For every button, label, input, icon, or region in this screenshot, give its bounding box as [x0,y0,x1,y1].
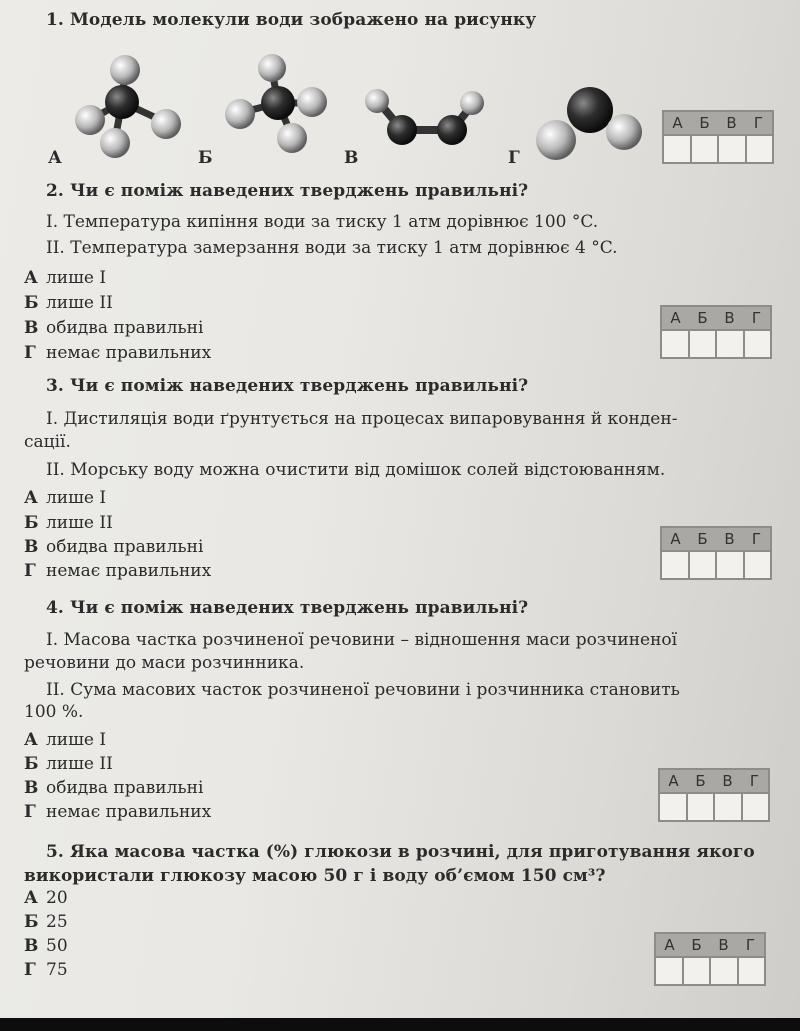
answer-letter: А [670,309,681,327]
q3-statement-1a: I. Дистиляція води ґрунтується на процесах випаровування й конден- [46,409,678,429]
q3-answer-grid [660,526,772,580]
q4-title: 4. Чи є поміж наведених тверджень правильні? [46,598,529,618]
answer-cell[interactable] [660,794,688,820]
q5-option-c: В 50 [24,936,68,956]
answer-cell[interactable] [684,958,712,984]
q4-option-a: А лише I [24,730,107,750]
q4-statement-2a: II. Сума масових часток розчиненої речовини і розчинника становить [46,680,680,700]
answer-cell[interactable] [715,794,743,820]
answer-letter: В [724,530,735,548]
answer-letter: Г [745,936,756,954]
q4-option-b: Б лише II [24,754,113,774]
q5-option-a: А 20 [24,888,68,908]
q2-answer-grid [660,305,772,359]
answer-cell[interactable] [739,958,765,984]
molecule-b-image [220,48,340,163]
q4-statement-1b: речовини до маси розчинника. [24,653,305,673]
answer-cell[interactable] [711,958,739,984]
q2-option-c: В обидва правильні [24,318,204,338]
q1-answer-grid [662,110,774,164]
molecule-b-label: Б [198,148,213,168]
molecule-c-label: В [344,148,359,168]
q5-title-line-2: використали глюкозу масою 50 г і воду об’ємом 150 см³? [24,866,606,886]
q5-answer-grid [654,932,766,986]
answer-grid-header [662,110,774,136]
answer-letter: В [724,309,735,327]
answer-letter: В [726,114,737,132]
q3-option-c: В обидва правильні [24,537,204,557]
q3-option-b: Б лише II [24,513,113,533]
answer-letter: Б [697,309,708,327]
molecule-a-label: А [48,148,62,168]
q4-option-d: Г немає правильних [24,802,212,822]
answer-letter: Б [695,772,706,790]
molecule-d-label: Г [508,148,520,168]
answer-cell[interactable] [745,331,771,357]
q4-statement-1a: I. Масова частка розчиненої речовини – відношення маси розчиненої [46,630,678,650]
q3-statement-2: II. Морську воду можна очистити від домішок солей відстоюванням. [46,460,666,480]
answer-letter: В [718,936,729,954]
answer-letter: Б [697,530,708,548]
q5-option-d: Г 75 [24,960,68,980]
q2-option-b: Б лише II [24,293,113,313]
molecule-d-image [528,82,658,167]
q2-option-d: Г немає правильних [24,343,212,363]
molecule-a-image [70,50,200,165]
answer-cell[interactable] [719,136,747,162]
answer-cell[interactable] [692,136,720,162]
q5-option-b: Б 25 [24,912,68,932]
answer-letter: Б [699,114,710,132]
answer-letter: Г [749,772,760,790]
answer-letter: В [722,772,733,790]
answer-cell[interactable] [745,552,771,578]
q2-title: 2. Чи є поміж наведених тверджень правильні? [46,181,529,201]
answer-letter: А [672,114,683,132]
answer-letter: Б [691,936,702,954]
q4-statement-2b: 100 %. [24,702,84,722]
q4-answer-grid [658,768,770,822]
answer-cell[interactable] [662,331,690,357]
q5-title-line-1: 5. Яка масова частка (%) глюкози в розчині, для приготування якого [46,842,755,862]
answer-cell[interactable] [688,794,716,820]
bottom-edge [0,1018,800,1031]
answer-cell[interactable] [662,552,690,578]
answer-letter: Г [751,530,762,548]
q3-statement-1b: сації. [24,432,71,452]
answer-letter: А [668,772,679,790]
answer-cell[interactable] [717,331,745,357]
q1-title: 1. Модель молекули води зображено на рисунку [46,10,537,30]
answer-cell[interactable] [690,331,718,357]
answer-cell[interactable] [743,794,769,820]
answer-cell[interactable] [747,136,773,162]
molecule-c-image [362,85,502,155]
answer-cell[interactable] [690,552,718,578]
q3-option-a: А лише I [24,488,107,508]
answer-cell[interactable] [664,136,692,162]
answer-letter: А [670,530,681,548]
answer-cell[interactable] [656,958,684,984]
answer-letter: Г [751,309,762,327]
q3-option-d: Г немає правильних [24,561,212,581]
q2-statement-2: II. Температура замерзання води за тиску 1 атм дорівнює 4 °C. [46,238,618,258]
answer-cell[interactable] [717,552,745,578]
q2-option-a: А лише I [24,268,107,288]
answer-letter: А [664,936,675,954]
answer-letter: Г [753,114,764,132]
q3-title: 3. Чи є поміж наведених тверджень правильні? [46,376,529,396]
q4-option-c: В обидва правильні [24,778,204,798]
q2-statement-1: I. Температура кипіння води за тиску 1 атм дорівнює 100 °C. [46,212,599,232]
